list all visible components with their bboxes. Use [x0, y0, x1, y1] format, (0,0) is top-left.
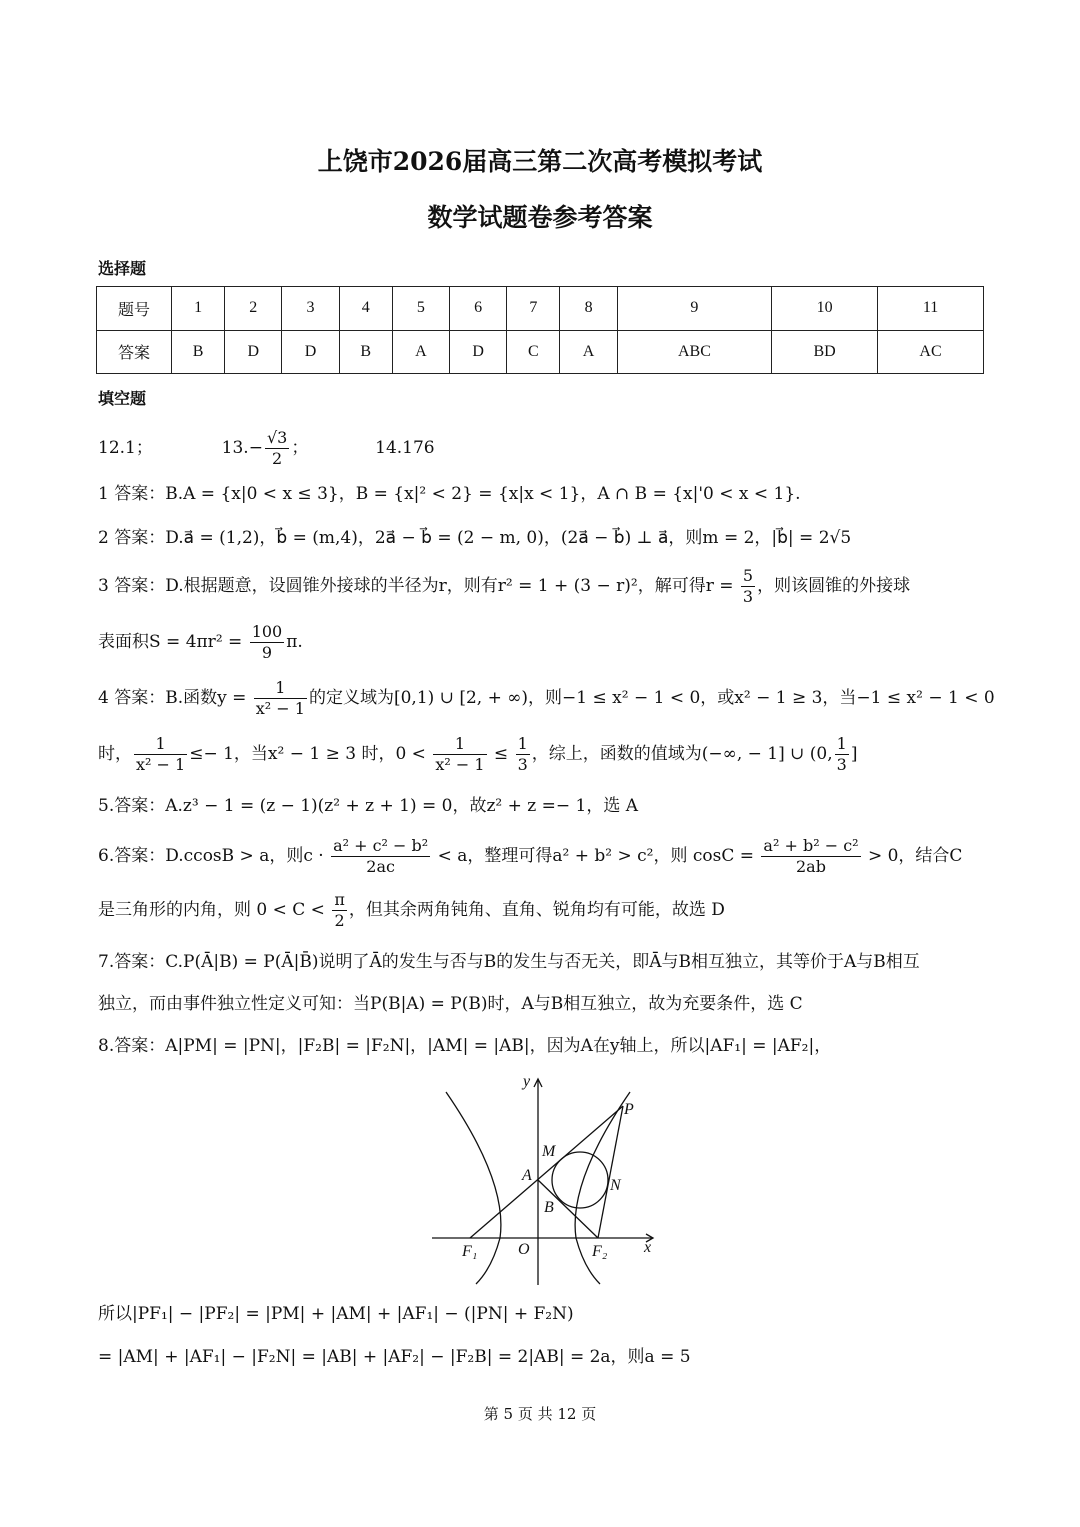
answer-8-line-1: 8.答案：A|PM| = |PN|，|F₂B| = |F₂N|，|AM| = |AB|，因为A在y轴上，所以|AF₁| = |AF₂|，: [98, 1036, 832, 1056]
hyperbola-figure: [420, 1070, 660, 1290]
table-cell: 答案: [97, 330, 172, 374]
fraction: $\frac{\pi}{2}$: [334, 890, 345, 930]
table-cell: B: [172, 330, 225, 374]
label-a: A: [522, 1167, 532, 1184]
answer-6-line-2: 是三角形的内角，则 0 < C < $\frac{\pi}{2}$ ，但其余两角钝角、直角、锐角均有可能，故选 D: [98, 890, 725, 930]
fraction: $\frac{\text{a² + c² − b²}}{2ac}$: [333, 836, 429, 876]
table-row: [97, 287, 984, 331]
segment-p-f2: [598, 1106, 623, 1238]
table-cell: BD: [772, 330, 878, 374]
answer-2: 2 答案：D.a⃗ = (1,2)，b⃗ = (m,4)，2a⃗ − b⃗ = (2 − m, 0)，(2a⃗ − b⃗) ⊥ a⃗，则m = 2，|b⃗| = 2√5: [98, 528, 852, 548]
answer-4-line-1: 4 答案：B.函数y = $\frac{1}{\text{x² − 1}}$ 的定义域为[0,1) ∪ [2, + ∞)，则−1 ≤ x² − 1 < 0，或x² − 1 ≥ 3，当−1 ≤ x² − 1 < 0: [98, 678, 995, 718]
table-cell: A: [392, 330, 449, 374]
table-cell: A: [560, 330, 617, 374]
answer-table: [96, 286, 984, 374]
table-cell: 4: [339, 287, 392, 331]
label-o: O: [518, 1241, 530, 1258]
page-footer: 第 5 页 共 12 页: [483, 1405, 597, 1423]
table-cell: 8: [560, 287, 617, 331]
answer-1: 1 答案：B.A = {x|0 < x ≤ 3}，B = {x|² < 2} = {x|x < 1}，A ∩ B = {x|'0 < x < 1}.: [98, 484, 801, 504]
answer-8-line-3: = |AM| + |AF₁| − |F₂N| = |AB| + |AF₂| − |F₂B| = 2|AB| = 2a，则a = 5: [98, 1347, 691, 1367]
fraction: $\frac{1}{3}$: [836, 734, 847, 774]
table-cell: 11: [878, 287, 984, 331]
label-f2: F₂: [592, 1243, 608, 1260]
answer-12: 12.1；: [98, 438, 153, 458]
label-y: y: [523, 1073, 531, 1090]
label-p: P: [624, 1101, 634, 1118]
page-title: 上饶市2026届高三第二次高考模拟考试: [317, 147, 763, 176]
table-cell: 7: [507, 287, 560, 331]
section-choice-heading: 选择题: [98, 259, 147, 278]
table-cell: 9: [617, 287, 771, 331]
table-cell: 2: [225, 287, 282, 331]
table-cell: C: [507, 330, 560, 374]
fraction: $\frac{1}{3}$: [517, 734, 528, 774]
section-fill-heading: 填空题: [98, 389, 147, 408]
fraction: $\frac{1}{\text{x² − 1}}$: [255, 678, 305, 718]
fraction: $\frac{1}{\text{x² − 1}}$: [136, 734, 186, 774]
answer-7-line-2: 独立，而由事件独立性定义可知：当P(B|A) = P(B)时，A与B相互独立，故为充要条件，选 C: [98, 994, 803, 1014]
label-f1: F₁: [462, 1243, 478, 1260]
answer-8-line-2: 所以|PF₁| − |PF₂| = |PM| + |AM| + |AF₁| − (|PN| + F₂N): [98, 1304, 574, 1324]
answer-5: 5.答案：A.z³ − 1 = (z − 1)(z² + z + 1) = 0，故z² + z =− 1，选 A: [98, 796, 639, 816]
table-cell: D: [282, 330, 339, 374]
answer-14: 14.176: [375, 438, 435, 458]
answer-3-line-2: 表面积S = 4πr² = $\frac{100}{9}$ π.: [98, 622, 303, 662]
table-cell: 题号: [97, 287, 172, 331]
answer-7-line-1: 7.答案：C.P(Ā|B) = P(Ā|B̄)说明了Ā的发生与否与B的发生与否无关，即Ā与B相互独立，其等价于A与B相互: [98, 952, 920, 972]
table-cell: 1: [172, 287, 225, 331]
segment-f1-p: [470, 1106, 623, 1238]
fill-answers: 12.1； 13.− $\frac{√3}{2}$ ； 14.176: [98, 428, 435, 468]
table-cell: D: [450, 330, 507, 374]
fraction: $\frac{100}{9}$: [251, 622, 283, 662]
tangent-circle: [552, 1152, 608, 1208]
answer-6-line-1: 6.答案：D.ccosB > a，则c · $\frac{\text{a² + c² − b²}}{2ac}$ < a，整理可得a² + b² > c²，则 cosC = $\frac{\text{a² + b² − c²}}{2ab}$ > 0，结合C: [98, 836, 963, 876]
answer-3-line-1: 3 答案：D.根据题意，设圆锥外接球的半径为r，则有r² = 1 + (3 − r)²，解可得r = $\frac{5}{3}$ ，则该圆锥的外接球: [98, 566, 911, 606]
label-x: x: [644, 1239, 652, 1256]
table-cell: 6: [450, 287, 507, 331]
table-cell: D: [225, 330, 282, 374]
table-cell: 10: [772, 287, 878, 331]
table-cell: AC: [878, 330, 984, 374]
fraction: $\frac{\text{a² + b² − c²}}{2ab}$: [763, 836, 859, 876]
table-cell: 5: [392, 287, 449, 331]
page-subtitle: 数学试题卷参考答案: [427, 203, 653, 232]
fraction: $\frac{1}{\text{x² − 1}}$: [435, 734, 485, 774]
fraction: $\frac{5}{3}$: [742, 566, 754, 606]
label-m: M: [542, 1143, 556, 1160]
table-row: [97, 330, 984, 374]
label-n: N: [610, 1177, 621, 1194]
table-cell: B: [339, 330, 392, 374]
fraction: $\frac{√3}{2}$: [266, 428, 288, 468]
answer-13-prefix: 13.−: [221, 438, 263, 458]
label-b: B: [544, 1199, 554, 1216]
answer-4-line-2: 时， $\frac{1}{\text{x² − 1}}$ ≤− 1，当x² − 1 ≥ 3 时，0 < $\frac{1}{\text{x² − 1}}$ ≤ $\frac{1}{3}$ ，综上，函数的值域为(−∞, − 1] ∪ (0, $\frac{1}{3}$ ]: [98, 734, 858, 774]
table-cell: ABC: [617, 330, 771, 374]
table-cell: 3: [282, 287, 339, 331]
